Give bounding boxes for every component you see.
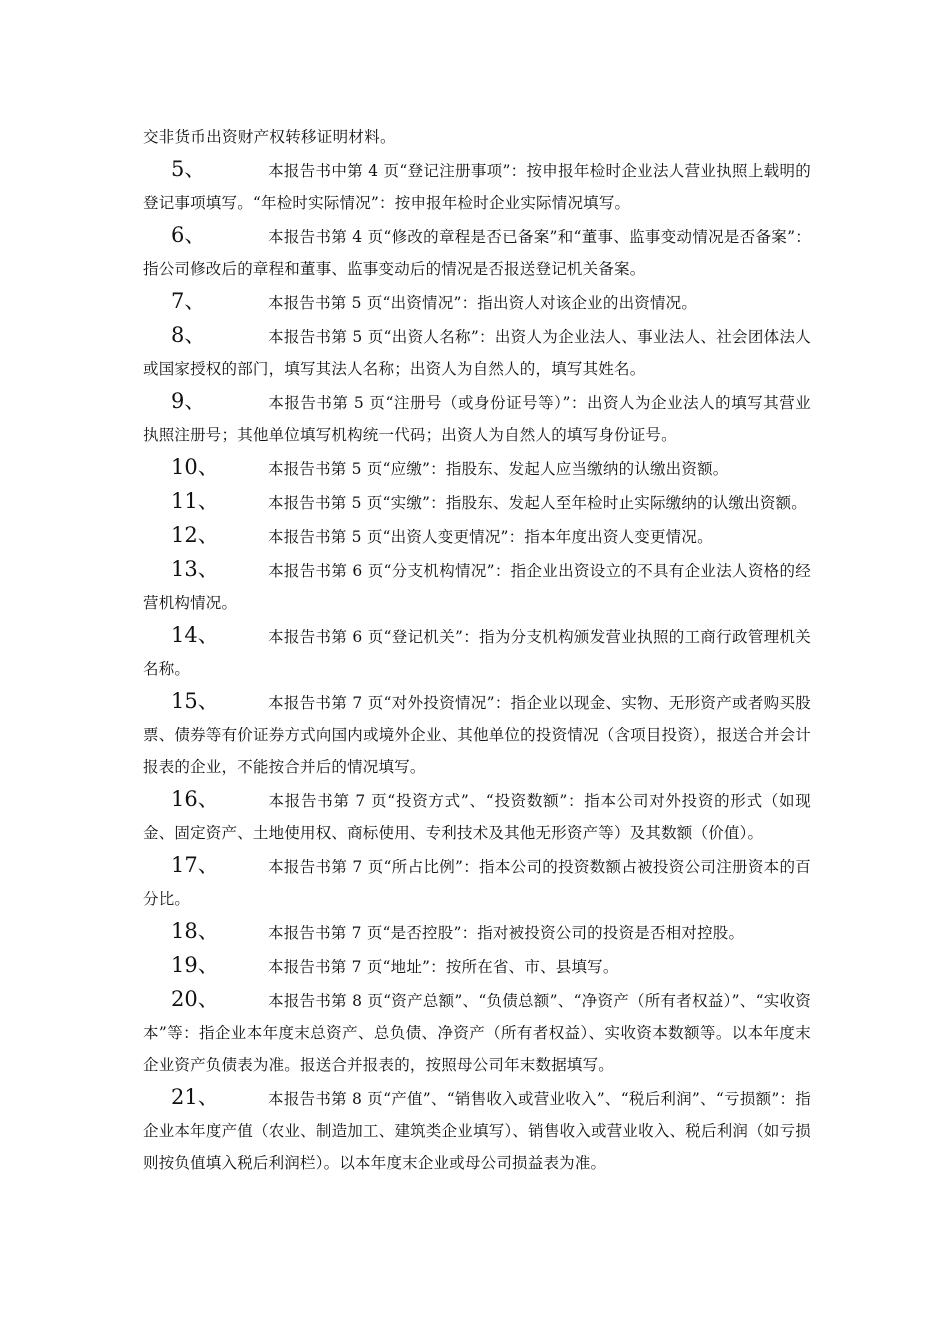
list-item [143, 451, 811, 485]
item-number: 11、 [171, 489, 219, 513]
item-text: 本报告书第 5 页“出资人变更情况”：指本年度出资人变更情况。 [268, 528, 713, 546]
item-number: 8、 [171, 323, 206, 347]
item-number: 10、 [171, 455, 219, 479]
list-item [143, 385, 811, 451]
list-item [143, 849, 811, 915]
item-text: 本报告书第 7 页“投资方式”、“投资数额”：指本公司对外投资的形式（如现金、固定资产、土地使用权、商标使用、专利技术及其他无形资产等）及其数额（价值）。 [143, 792, 811, 842]
item-number: 13、 [171, 557, 219, 581]
item-text: 本报告书第 4 页“修改的章程是否已备案”和“董事、监事变动情况是否备案”：指公司修改后的章程和董事、监事变动后的情况是否报送登记机关备案。 [143, 228, 811, 278]
item-number: 15、 [171, 689, 219, 713]
item-text: 本报告书第 5 页“出资情况”：指出资人对该企业的出资情况。 [268, 294, 698, 312]
item-number: 21、 [171, 1085, 219, 1109]
list-item [143, 949, 811, 983]
item-text: 本报告书第 6 页“分支机构情况”：指企业出资设立的不具有企业法人资格的经营机构情况。 [143, 562, 811, 612]
list-item [143, 519, 811, 553]
item-number: 5、 [171, 157, 206, 181]
item-number: 7、 [171, 289, 206, 313]
list-item [143, 1081, 811, 1179]
item-text: 本报告书第 8 页“产值”、“销售收入或营业收入”、“税后利润”、“亏损额”：指企业本年度产值（农业、制造加工、建筑类企业填写）、销售收入或营业收入、税后利润（如亏损则按负值填入税后利润栏）。以本年度末企业或母公司损益表为准。 [143, 1090, 811, 1172]
item-number: 20、 [171, 987, 219, 1011]
item-number: 14、 [171, 623, 219, 647]
list-item [143, 783, 811, 849]
item-text: 本报告书第 7 页“所占比例”：指本公司的投资数额占被投资公司注册资本的百分比。 [143, 858, 811, 908]
list-item [143, 485, 811, 519]
item-text: 本报告书第 7 页“是否控股”：指对被投资公司的投资是否相对控股。 [268, 924, 745, 942]
list-item [143, 285, 811, 319]
item-text: 本报告书第 5 页“注册号（或身份证号等）”：出资人为企业法人的填写其营业执照注册号；其他单位填写机构统一代码；出资人为自然人的填写身份证号。 [143, 394, 811, 444]
item-number: 18、 [171, 919, 219, 943]
item-number: 6、 [171, 223, 206, 247]
item-number: 16、 [171, 787, 219, 811]
item-text: 本报告书第 5 页“实缴”：指股东、发起人至年检时止实际缴纳的认缴出资额。 [268, 494, 807, 512]
item-text: 本报告书第 5 页“应缴”：指股东、发起人应当缴纳的认缴出资额。 [268, 460, 729, 478]
item-number: 17、 [171, 853, 219, 877]
list-item [143, 153, 811, 219]
item-number: 12、 [171, 523, 219, 547]
list-item [143, 553, 811, 619]
document-body [143, 121, 811, 1179]
lead-paragraph: 交非货币出资财产权转移证明材料。 [143, 128, 396, 146]
list-item [143, 983, 811, 1081]
item-text: 本报告书第 8 页“资产总额”、“负债总额”、“净资产（所有者权益）”、“实收资本”等：指企业本年度末总资产、总负债、净资产（所有者权益）、实收资本数额等。以本年度末企业资产负债表为准。报送合并报表的，按照母公司年末数据填写。 [143, 992, 811, 1074]
item-number: 9、 [171, 389, 206, 413]
list-item [143, 219, 811, 285]
item-text: 本报告书第 5 页“出资人名称”：出资人为企业法人、事业法人、社会团体法人或国家授权的部门，填写其法人名称；出资人为自然人的，填写其姓名。 [143, 328, 811, 378]
item-text: 本报告书第 7 页“对外投资情况”：指企业以现金、实物、无形资产或者购买股票、债券等有价证券方式向国内或境外企业、其他单位的投资情况（含项目投资），报送合并会计报表的企业，不能按合并后的情况填写。 [143, 694, 811, 776]
item-text: 本报告书中第 4 页“登记注册事项”：按申报年检时企业法人营业执照上载明的登记事项填写。“年检时实际情况”：按申报年检时企业实际情况填写。 [143, 162, 811, 212]
item-text: 本报告书第 7 页“地址”：按所在省、市、县填写。 [268, 958, 619, 976]
list-item [143, 915, 811, 949]
list-item [143, 685, 811, 783]
list-item [143, 619, 811, 685]
item-text: 本报告书第 6 页“登记机关”：指为分支机构颁发营业执照的工商行政管理机关名称。 [143, 628, 811, 678]
list-item [143, 319, 811, 385]
item-number: 19、 [171, 953, 219, 977]
